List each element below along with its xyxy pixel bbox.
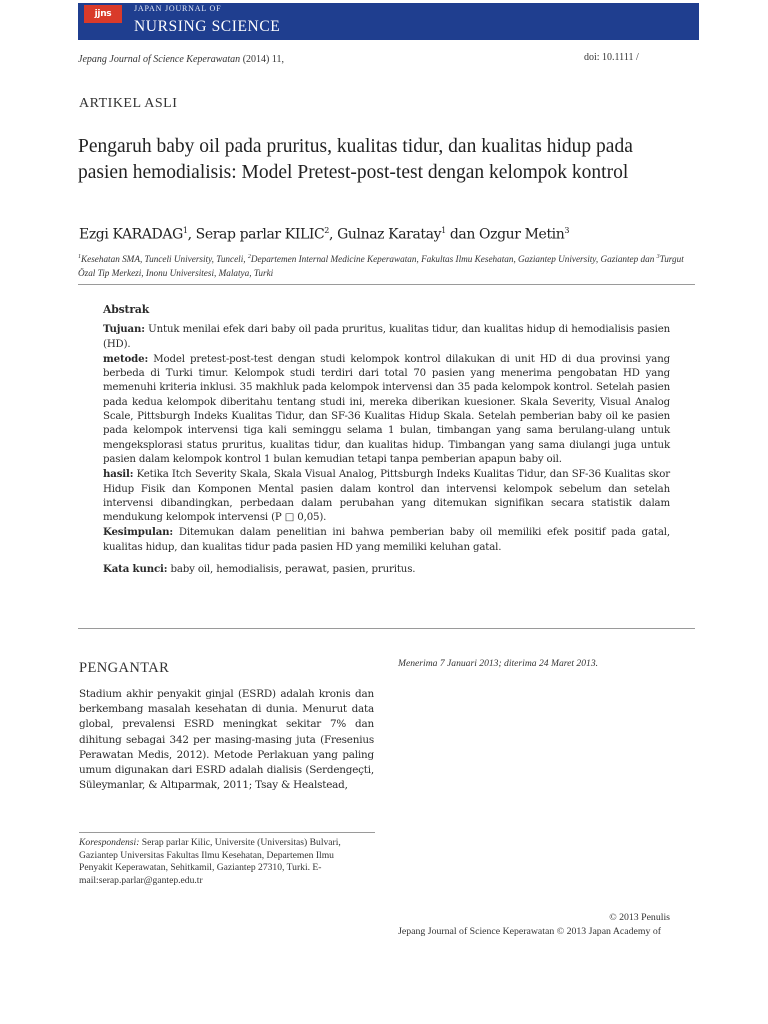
journal-name-top: JAPAN JOURNAL OF — [134, 4, 222, 13]
author-affiliation-marker: 1 — [182, 226, 188, 235]
doi-link[interactable]: doi: 10.1111 / — [584, 52, 639, 63]
author-affiliation-marker: 2 — [324, 226, 329, 235]
divider-top — [78, 284, 695, 285]
author-affiliation-marker: 3 — [564, 226, 570, 235]
affiliation-marker: 1 — [78, 254, 81, 260]
author-affiliation-marker: 1 — [441, 226, 446, 235]
author-name: Serap parlar KILIC — [195, 226, 325, 243]
author-name: Ozgur Metin — [479, 226, 565, 243]
abstract-results — [103, 467, 670, 525]
copyright-notice: © 2013 Penulis — [609, 912, 670, 923]
keywords-label: Kata kunci: — [103, 563, 168, 576]
footnote-divider — [79, 832, 375, 833]
abstract-label: Kesimpulan: — [103, 526, 174, 539]
author-list — [79, 226, 569, 243]
keywords — [103, 562, 670, 577]
intro-paragraph: Stadium akhir penyakit ginjal (ESRD) adalah kronis dan berkembang masalah kesehatan di dunia. Menurut data global, prevalensi ESRD meningkat sekitar 7% dan dihitung sebagai 342 per masing-masing juta (Fresenius Perawatan Medis, 2012). Metode Perlakuan yang paling umum digunakan dari ESRD adalah dialisis (Serdengeçti, Süleymanlar, & Altıparmak, 2011; Tsay & Healstead, — [79, 688, 374, 792]
affiliation-text: Turgut Özal Tip Merkezi, Inonu Universitesi, Malatya, Turki — [78, 254, 684, 279]
abstract-text: Ketika Itch Severity Skala, Skala Visual Analog, Pittsburgh Indeks Kualitas Tidur, dan SF-36 Kualitas skor Hidup Fisik dan Komponen Mental pasien dalam kontrol dan intervensi kelompok sebelum dan setelah intervensi dibandingkan, perbedaan dalam perubahan yang ditemukan signifikan secara statistik dalam mendukung kelompok intervensi (P □ 0,05). — [103, 469, 670, 524]
intro-heading: PENGANTAR — [79, 660, 170, 676]
author-name: Gulnaz Karatay — [337, 226, 442, 243]
correspondence-text: Serap parlar Kilic, Universite (Universitas) Bulvari, Gaziantep Universitas Fakultas Ilmu Kesehatan, Departemen Ilmu Penyakit Keperawatan, Sehitkamil, Gaziantep 27310, Turki. E-mail:serap.parlar@gantep.edu.tr — [79, 837, 341, 887]
citation-line — [78, 54, 284, 65]
abstract-label: Tujuan: — [103, 323, 145, 336]
journal-banner — [78, 3, 699, 40]
journal-footer: Jepang Journal of Science Keperawatan © 2013 Japan Academy of — [398, 926, 661, 937]
abstract-methods — [103, 352, 670, 467]
author-affiliations — [78, 250, 690, 280]
abstract-text: Untuk menilai efek dari baby oil pada pruritus, kualitas tidur, dan kualitas hidup di hemodialisis pasien (HD). — [103, 324, 671, 350]
received-dates: Menerima 7 Januari 2013; diterima 24 Maret 2013. — [398, 658, 599, 669]
abstract-objective — [103, 322, 670, 352]
author-separator: , — [187, 226, 196, 243]
abstract-text: Ditemukan dalam penelitian ini bahwa pemberian baby oil memiliki efek positif pada gatal, kualitas hidup, dan kualitas tidur pada pasien HD yang memiliki keluhan gatal. — [103, 527, 671, 553]
affiliation-text: Kesehatan SMA, Tunceli University, Tunceli, — [81, 254, 248, 265]
journal-logo: jjns — [84, 5, 122, 23]
abstract-block — [103, 303, 670, 577]
article-title: Pengaruh baby oil pada pruritus, kualitas tidur, dan kualitas hidup pada pasien hemodialisis: Model Pretest-post-test dengan kelompok kontrol — [78, 136, 633, 183]
author-separator: dan — [445, 226, 480, 243]
affiliation-marker: 2 — [247, 254, 251, 260]
abstract-label: hasil: — [103, 468, 134, 481]
abstract-conclusion — [103, 525, 670, 555]
abstract-label: metode: — [103, 352, 149, 365]
affiliation-text: Departemen Internal Medicine Keperawatan, Fakultas Ilmu Kesehatan, Gaziantep University, Gaziantep dan — [250, 254, 657, 265]
journal-name-main: NURSING SCIENCE — [134, 18, 281, 35]
article-type-label: ARTIKEL ASLI — [79, 96, 178, 111]
author-separator: , — [329, 226, 338, 243]
affiliation-marker: 3 — [656, 254, 660, 260]
correspondence-label: Korespondensi: — [79, 837, 140, 848]
correspondence-note — [79, 837, 364, 888]
citation-year-volume: (2014) 11, — [242, 54, 284, 65]
author-name: Ezgi KARADAG — [79, 226, 183, 243]
keywords-text: baby oil, hemodialisis, perawat, pasien, pruritus. — [170, 564, 416, 576]
citation-journal: Jepang Journal of Science Keperawatan — [78, 54, 241, 65]
abstract-heading: Abstrak — [103, 303, 150, 316]
abstract-text: Model pretest-post-test dengan studi kelompok kontrol dilakukan di unit HD di dua provinsi yang berbeda di Turki timur. Kelompok studi terdiri dari total 70 pasien yang menerima pengobatan HD yang memenuhi kriteria inklusi. 35 makhluk pada kelompok intervensi dan 35 pada kelompok kontrol. Setelah pasien pada kedua kelompok diberitahu tentang studi ini, mereka diberikan kuesioner. Skala Severity, Visual Analog Scale, Pittsburgh Indeks Kualitas Tidur, dan SF-36 Kualitas Hidup Skala. Setelah pemberian baby oil ke pasien pada kelompok intervensi tiga kali seminggu selama 1 bulan, timbangan yang sama berulang-ulang untuk mengeksplorasi status pruritus, kualitas tidur, dan kualitas hidup. Timbangan yang sama diulangi juga untuk pasien dalam kelompok kontrol 1 bulan kemudian tetapi tanpa pemberian apapun baby oil. — [103, 353, 670, 465]
divider-middle — [78, 628, 695, 629]
